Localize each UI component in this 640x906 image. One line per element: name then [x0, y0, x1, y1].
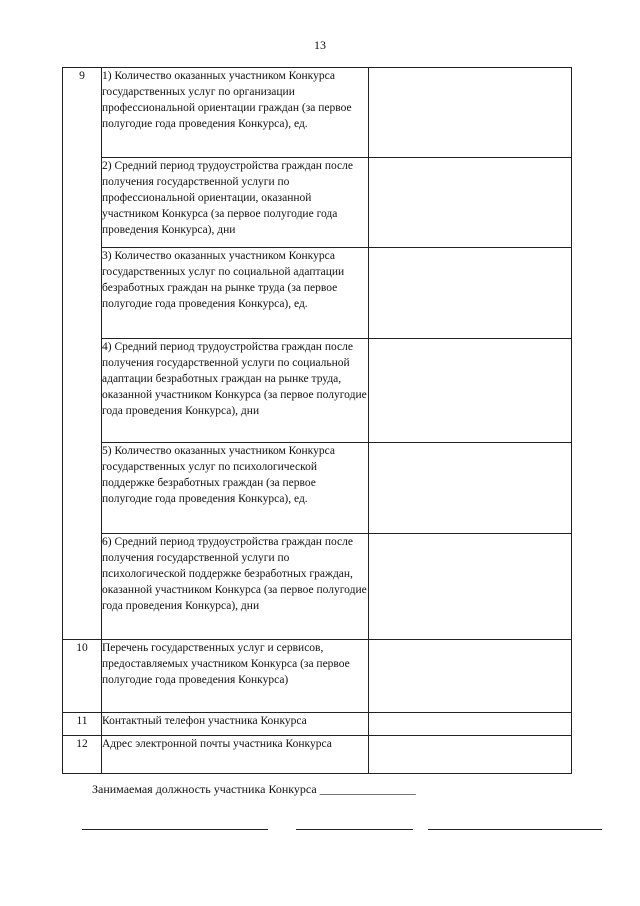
- row-number: 10: [63, 640, 102, 713]
- signature-line[interactable]: [82, 829, 268, 830]
- application-form-table: [62, 67, 572, 774]
- answer-cell[interactable]: [369, 534, 572, 640]
- page-number: 13: [314, 38, 326, 52]
- answer-cell[interactable]: [369, 248, 572, 339]
- row-description: Контактный телефон участника Конкурса: [102, 713, 369, 736]
- answer-cell[interactable]: [369, 640, 572, 713]
- position-label: Занимаемая должность участника Конкурса ________________: [92, 782, 416, 796]
- row-description: 2) Средний период трудоустройства граждан после получения государственной услуги по профессиональной ориентации, оказанной участником Конкурса (за первое полугодие года проведения Конкурса), дни: [102, 158, 369, 248]
- table-row: [63, 534, 572, 640]
- answer-cell[interactable]: [369, 736, 572, 774]
- answer-cell[interactable]: [369, 713, 572, 736]
- answer-cell[interactable]: [369, 68, 572, 158]
- row-description: 1) Количество оказанных участником Конкурса государственных услуг по организации профессиональной ориентации граждан (за первое полугодие года проведения Конкурса), ед.: [102, 68, 369, 158]
- table-row: [63, 640, 572, 713]
- table-row: [63, 68, 572, 158]
- table-row: [63, 158, 572, 248]
- table-row: [63, 736, 572, 774]
- table-row: [63, 713, 572, 736]
- signature-line[interactable]: [296, 829, 413, 830]
- answer-cell[interactable]: [369, 158, 572, 248]
- row-description: 5) Количество оказанных участником Конкурса государственных услуг по психологической поддержке безработных граждан (за первое полугодие года проведения Конкурса), ед.: [102, 443, 369, 534]
- answer-cell[interactable]: [369, 443, 572, 534]
- row-number: 12: [63, 736, 102, 774]
- row-description: Адрес электронной почты участника Конкурса: [102, 736, 369, 774]
- row-description: 4) Средний период трудоустройства граждан после получения государственной услуги по социальной адаптации безработных граждан на рынке труда, оказанной участником Конкурса (за первое полугодие года проведения Конкурса), дни: [102, 339, 369, 443]
- signature-line[interactable]: [428, 829, 602, 830]
- table-row: [63, 443, 572, 534]
- row-description: Перечень государственных услуг и сервисов, предоставляемых участником Конкурса (за первое полугодие года проведения Конкурса): [102, 640, 369, 713]
- row-description: 6) Средний период трудоустройства граждан после получения государственной услуги по психологической поддержке безработных граждан, оказанной участником Конкурса (за первое полугодие года проведения Конкурса), дни: [102, 534, 369, 640]
- answer-cell[interactable]: [369, 339, 572, 443]
- row-number: 11: [63, 713, 102, 736]
- table-row: [63, 339, 572, 443]
- row-number: 9: [63, 68, 102, 640]
- row-description: 3) Количество оказанных участником Конкурса государственных услуг по социальной адаптации безработных граждан на рынке труда (за первое полугодие года проведения Конкурса), ед.: [102, 248, 369, 339]
- table-row: [63, 248, 572, 339]
